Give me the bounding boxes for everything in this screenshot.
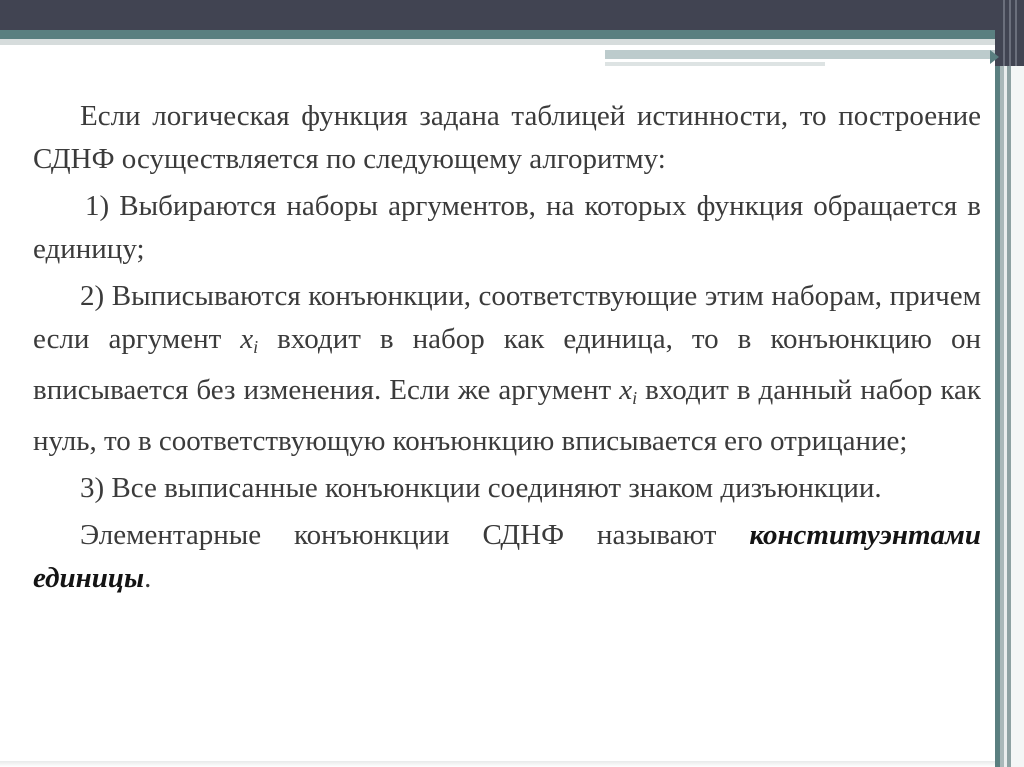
step-2-text-b: входит в набор как единица, то в конъюнкцию он вписывается без изменения. Если же аргумент — [33, 323, 981, 406]
slide-accent-stripe-light — [0, 39, 995, 45]
definition-text: Элементарные конъюнкции СДНФ называют — [80, 519, 750, 551]
slide-accent-short-stripe — [605, 50, 995, 59]
algorithm-step-1: 1) Выбираются наборы аргументов, на которых функция обращается в единицу; — [33, 190, 981, 265]
definition-end: . — [144, 562, 152, 594]
defined-term: конституэнтами единицы — [33, 519, 981, 594]
definition-paragraph — [33, 514, 981, 600]
slide-accent-short-stripe-2 — [605, 62, 825, 66]
variable-x-i: $x_i$ — [619, 374, 638, 408]
step-2-text-c: входит в данный набор как нуль, то в соответствующую конъюнкцию вписывается его отрицание; — [33, 374, 981, 457]
slide-accent-stripe — [0, 30, 995, 39]
right-rail — [1011, 0, 1024, 767]
algorithm-step-2 — [33, 275, 981, 463]
algorithm-step-3: 3) Все выписанные конъюнкции соединяют знаком дизъюнкции. — [80, 472, 882, 504]
slide-top-bar — [0, 0, 1024, 30]
step-2-text-a: 2) Выписываются конъюнкции, соответствующие этим наборам, причем если аргумент — [33, 280, 981, 355]
slide-body — [33, 95, 981, 600]
intro-paragraph: Если логическая функция задана таблицей истинности, то построение СДНФ осуществляется по следующему алгоритму: — [33, 100, 981, 175]
top-right-corner — [995, 0, 1024, 66]
triangle-marker-icon — [990, 50, 999, 64]
bottom-shadow — [0, 761, 995, 767]
variable-x-i: $x_i$ — [240, 323, 259, 357]
